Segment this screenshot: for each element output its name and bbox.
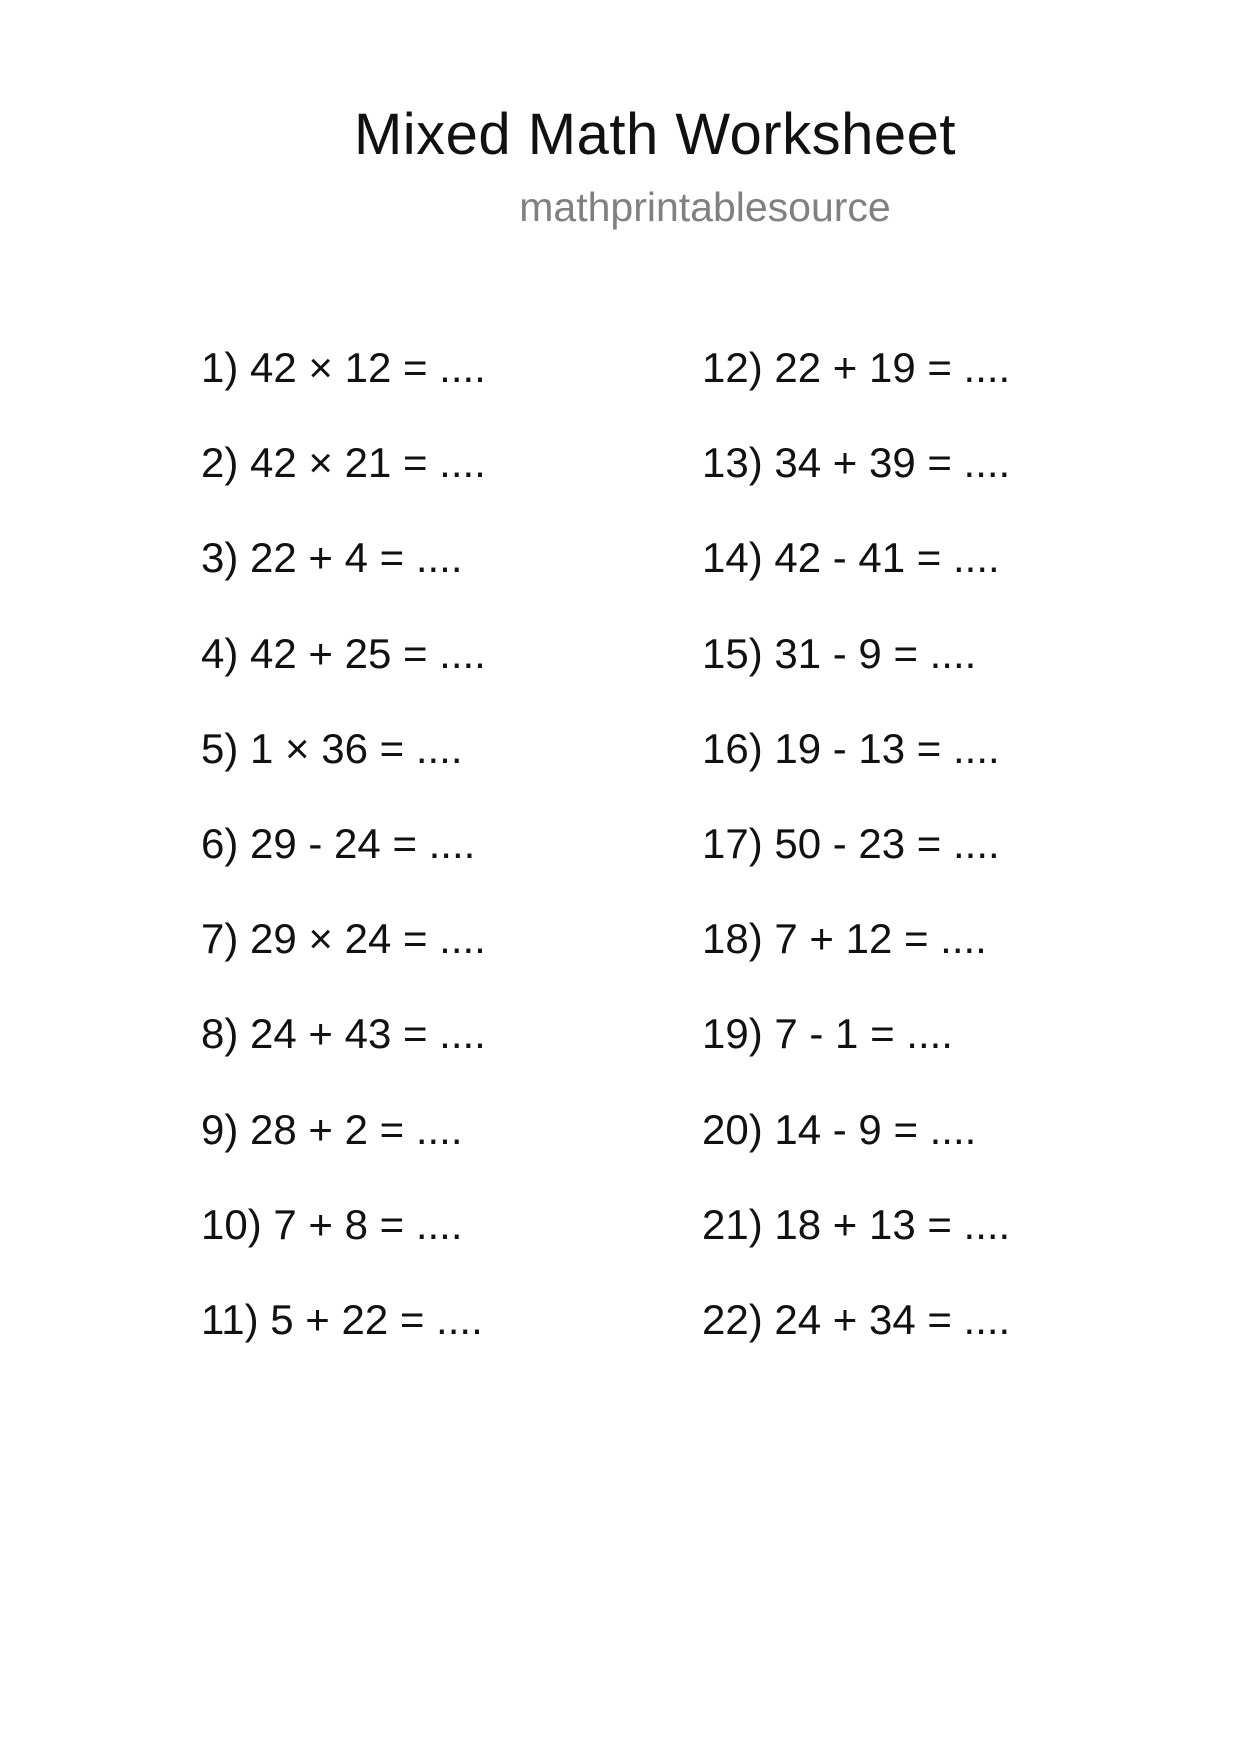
problem-18: 18) 7 + 12 = .... bbox=[702, 915, 987, 963]
problem-8: 8) 24 + 43 = .... bbox=[201, 1010, 486, 1058]
problem-13: 13) 34 + 39 = .... bbox=[702, 439, 1011, 487]
problem-10: 10) 7 + 8 = .... bbox=[201, 1200, 463, 1248]
problem-21: 21) 18 + 13 = .... bbox=[702, 1200, 1011, 1248]
problem-22: 22) 24 + 34 = .... bbox=[702, 1295, 1011, 1343]
problem-7: 7) 29 × 24 = .... bbox=[201, 915, 486, 963]
problem-12: 12) 22 + 19 = .... bbox=[702, 344, 1011, 391]
problem-2: 2) 42 × 21 = .... bbox=[201, 439, 486, 487]
problem-20: 20) 14 - 9 = .... bbox=[702, 1105, 977, 1153]
problem-9: 9) 28 + 2 = .... bbox=[201, 1105, 463, 1153]
problem-3: 3) 22 + 4 = .... bbox=[201, 534, 463, 582]
problem-17: 17) 50 - 23 = .... bbox=[702, 819, 1000, 867]
problem-16: 16) 19 - 13 = .... bbox=[702, 724, 1000, 772]
problem-6: 6) 29 - 24 = .... bbox=[201, 819, 476, 867]
problem-1: 1) 42 × 12 = .... bbox=[201, 344, 486, 391]
problems-column-left bbox=[201, 344, 486, 1391]
problem-14: 14) 42 - 41 = .... bbox=[702, 534, 1000, 582]
problem-11: 11) 5 + 22 = .... bbox=[201, 1295, 483, 1343]
problem-15: 15) 31 - 9 = .... bbox=[702, 629, 977, 677]
problem-4: 4) 42 + 25 = .... bbox=[201, 629, 486, 677]
page-title: Mixed Math Worksheet bbox=[353, 102, 957, 167]
problems-column-right bbox=[702, 344, 1010, 1391]
problem-5: 5) 1 × 36 = .... bbox=[201, 724, 463, 772]
problem-19: 19) 7 - 1 = .... bbox=[702, 1010, 953, 1058]
page-subtitle: mathprintablesource bbox=[519, 184, 891, 230]
